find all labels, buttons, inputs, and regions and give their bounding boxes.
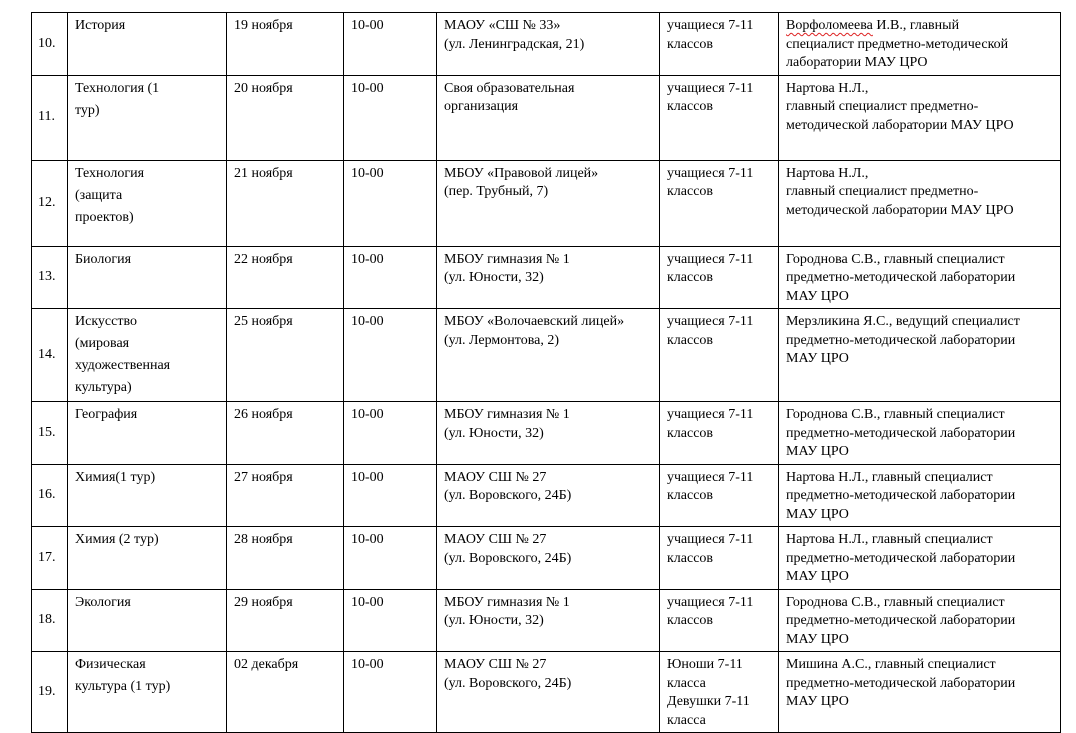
time-text: 10-00 (351, 407, 384, 422)
row-number (32, 309, 68, 402)
participants-line: классов (667, 425, 714, 441)
date-cell (227, 13, 344, 76)
subject-cell (68, 75, 227, 160)
time-cell (344, 652, 437, 733)
venue-cell (437, 402, 660, 465)
responsible-line: МАУ ЦРО (786, 631, 849, 647)
time-text: 10-00 (351, 165, 384, 181)
table-row (32, 402, 1061, 465)
participants-line: учащиеся 7-11 (667, 594, 754, 610)
row-number (32, 527, 68, 590)
responsible-line: специалист предметно-методической (786, 36, 1009, 52)
spellcheck-flagged-word: Ворфоломеева (786, 18, 873, 33)
participants-line: классов (667, 99, 714, 114)
responsible-cell (779, 75, 1061, 160)
participants-line: класса (667, 675, 706, 691)
row-number (32, 160, 68, 246)
participants-line: классов (667, 332, 714, 348)
olympiad-schedule-table (31, 12, 1061, 733)
time-text: 10-00 (351, 80, 384, 96)
participants-line: учащиеся 7-11 (667, 532, 754, 547)
date-cell (227, 246, 344, 309)
date-cell (227, 75, 344, 160)
date-text: 29 ноября (234, 594, 293, 610)
subject-line: Химия(1 тур) (75, 469, 156, 485)
subject-line: проектов) (75, 209, 134, 225)
date-cell (227, 589, 344, 652)
venue-line: МБОУ гимназия № 1 (444, 407, 570, 422)
responsible-cell (779, 589, 1061, 652)
row-number-text: 17. (38, 549, 56, 565)
venue-cell (437, 464, 660, 527)
row-number (32, 75, 68, 160)
subject-cell (68, 13, 227, 76)
responsible-line: Городнова С.В., главный специалист (786, 251, 1005, 267)
date-text: 19 ноября (234, 18, 293, 33)
subject-line: Экология (75, 594, 131, 610)
schedule-body (32, 13, 1061, 733)
subject-cell (68, 464, 227, 527)
date-cell (227, 527, 344, 590)
row-number-text: 16. (38, 487, 56, 502)
participants-cell (660, 309, 779, 402)
date-text: 28 ноября (234, 532, 293, 547)
venue-cell (437, 527, 660, 590)
participants-line: учащиеся 7-11 (667, 80, 754, 96)
participants-line: классов (667, 613, 714, 628)
responsible-line: предметно-методической лаборатории (786, 332, 1016, 348)
venue-line: МАОУ СШ № 27 (444, 657, 547, 672)
venue-cell (437, 75, 660, 160)
subject-cell (68, 652, 227, 733)
participants-line: классов (667, 488, 714, 503)
responsible-line: МАУ ЦРО (786, 351, 849, 366)
venue-line: (ул. Ленинградская, 21) (444, 36, 585, 52)
participants-line: учащиеся 7-11 (667, 314, 754, 329)
time-cell (344, 160, 437, 246)
responsible-line: МАУ ЦРО (786, 444, 849, 459)
responsible-cell (779, 527, 1061, 590)
row-number (32, 13, 68, 76)
participants-cell (660, 246, 779, 309)
responsible-line: Нартова Н.Л., (786, 165, 869, 181)
subject-line: Технология (1 (75, 80, 160, 96)
venue-cell (437, 160, 660, 246)
time-text: 10-00 (351, 251, 384, 267)
time-text: 10-00 (351, 314, 384, 329)
responsible-line: предметно-методической лаборатории (786, 613, 1016, 628)
participants-cell (660, 652, 779, 733)
subject-line: художественная (75, 358, 171, 373)
responsible-line: Мерзликина Я.С., ведущий специалист (786, 314, 1020, 329)
responsible-line: Мишина А.С., главный специалист (786, 657, 996, 672)
responsible-line: лаборатории МАУ ЦРО (786, 55, 928, 70)
subject-line: (защита (75, 187, 123, 203)
participants-line: классов (667, 270, 714, 285)
subject-line: Физическая (75, 657, 146, 672)
row-number (32, 464, 68, 527)
subject-line: Искусство (75, 314, 137, 329)
venue-line: (ул. Воровского, 24Б) (444, 550, 572, 566)
date-cell (227, 402, 344, 465)
venue-cell (437, 589, 660, 652)
responsible-cell (779, 402, 1061, 465)
time-cell (344, 464, 437, 527)
row-number-text: 13. (38, 269, 56, 284)
row-number-text: 14. (38, 346, 56, 362)
venue-line: организация (444, 99, 519, 114)
responsible-line: предметно-методической лаборатории (786, 675, 1016, 691)
responsible-line: МАУ ЦРО (786, 288, 849, 304)
row-number-text: 18. (38, 612, 56, 627)
date-text: 22 ноября (234, 251, 293, 267)
venue-line: (ул. Лермонтова, 2) (444, 332, 560, 348)
responsible-line: предметно-методической лаборатории (786, 488, 1016, 503)
time-text: 10-00 (351, 594, 384, 610)
date-text: 27 ноября (234, 469, 293, 485)
participants-line: Девушки 7-11 (667, 694, 750, 709)
row-number (32, 246, 68, 309)
participants-line: классов (667, 36, 714, 52)
time-text: 10-00 (351, 657, 384, 672)
venue-line: (ул. Юности, 32) (444, 613, 544, 628)
participants-line: класса (667, 712, 706, 728)
subject-cell (68, 246, 227, 309)
responsible-line: методической лаборатории МАУ ЦРО (786, 202, 1014, 218)
time-cell (344, 75, 437, 160)
participants-line: учащиеся 7-11 (667, 165, 754, 181)
table-row (32, 160, 1061, 246)
row-number-text: 15. (38, 424, 56, 440)
venue-cell (437, 246, 660, 309)
responsible-cell (779, 464, 1061, 527)
row-number-text: 10. (38, 35, 56, 51)
participants-cell (660, 589, 779, 652)
time-cell (344, 246, 437, 309)
subject-line: География (75, 407, 138, 422)
table-row (32, 464, 1061, 527)
responsible-line: Нартова Н.Л., главный специалист (786, 469, 993, 485)
responsible-line: МАУ ЦРО (786, 694, 849, 709)
subject-cell (68, 527, 227, 590)
venue-line: МБОУ «Волочаевский лицей» (444, 314, 625, 329)
participants-line: классов (667, 184, 714, 199)
subject-line: культура (1 тур) (75, 679, 171, 694)
table-row (32, 309, 1061, 402)
venue-cell (437, 309, 660, 402)
participants-cell (660, 160, 779, 246)
participants-line: учащиеся 7-11 (667, 18, 754, 33)
time-text: 10-00 (351, 18, 384, 33)
time-cell (344, 527, 437, 590)
participants-line: учащиеся 7-11 (667, 251, 754, 267)
venue-line: МБОУ гимназия № 1 (444, 251, 570, 267)
participants-cell (660, 464, 779, 527)
responsible-line: МАУ ЦРО (786, 506, 849, 522)
date-cell (227, 652, 344, 733)
responsible-line: главный специалист предметно- (786, 99, 979, 114)
venue-cell (437, 13, 660, 76)
responsible-line: Городнова С.В., главный специалист (786, 594, 1005, 610)
participants-line: учащиеся 7-11 (667, 407, 754, 422)
subject-line: (мировая (75, 336, 130, 351)
responsible-line: предметно-методической лаборатории (786, 425, 1016, 441)
date-text: 21 ноября (234, 165, 293, 181)
venue-line: МАОУ СШ № 27 (444, 469, 547, 485)
time-cell (344, 402, 437, 465)
responsible-cell (779, 652, 1061, 733)
subject-line: культура) (75, 380, 132, 395)
date-text: 02 декабря (234, 657, 299, 672)
subject-cell (68, 589, 227, 652)
venue-line: МБОУ «Правовой лицей» (444, 165, 599, 181)
venue-line: (ул. Юности, 32) (444, 270, 544, 285)
table-row (32, 589, 1061, 652)
table-row (32, 75, 1061, 160)
responsible-line: главный специалист предметно- (786, 184, 979, 199)
time-text: 10-00 (351, 532, 384, 547)
subject-cell (68, 160, 227, 246)
table-row (32, 13, 1061, 76)
responsible-cell (779, 309, 1061, 402)
participants-cell (660, 527, 779, 590)
venue-line: МБОУ гимназия № 1 (444, 594, 570, 610)
venue-cell (437, 652, 660, 733)
responsible-cell (779, 13, 1061, 76)
date-text: 26 ноября (234, 407, 293, 422)
table-row (32, 652, 1061, 733)
venue-line: (ул. Воровского, 24Б) (444, 488, 572, 503)
subject-line: Химия (2 тур) (75, 532, 159, 547)
time-cell (344, 309, 437, 402)
date-text: 20 ноября (234, 80, 293, 96)
subject-cell (68, 309, 227, 402)
time-cell (344, 13, 437, 76)
participants-cell (660, 402, 779, 465)
date-cell (227, 309, 344, 402)
responsible-cell (779, 160, 1061, 246)
table-row (32, 527, 1061, 590)
row-number (32, 652, 68, 733)
venue-line: (ул. Воровского, 24Б) (444, 675, 572, 691)
responsible-line: Городнова С.В., главный специалист (786, 407, 1005, 422)
table-row (32, 246, 1061, 309)
responsible-text: И.В., главный (872, 18, 960, 33)
date-cell (227, 160, 344, 246)
responsible-line: методической лаборатории МАУ ЦРО (786, 117, 1014, 133)
responsible-line (786, 17, 1054, 36)
subject-line: тур) (75, 102, 100, 118)
subject-line: Биология (75, 251, 132, 267)
venue-line: Своя образовательная (444, 80, 575, 96)
responsible-line: МАУ ЦРО (786, 569, 849, 584)
participants-line: классов (667, 550, 714, 566)
venue-line: МАОУ СШ № 27 (444, 532, 547, 547)
venue-line: (ул. Юности, 32) (444, 425, 544, 441)
subject-line: История (75, 18, 126, 33)
responsible-line: предметно-методической лаборатории (786, 270, 1016, 285)
date-cell (227, 464, 344, 527)
time-cell (344, 589, 437, 652)
responsible-cell (779, 246, 1061, 309)
subject-cell (68, 402, 227, 465)
participants-cell (660, 13, 779, 76)
time-text: 10-00 (351, 469, 384, 485)
row-number (32, 402, 68, 465)
responsible-line: Нартова Н.Л., (786, 80, 869, 96)
participants-cell (660, 75, 779, 160)
subject-line: Технология (75, 165, 145, 181)
row-number-text: 12. (38, 194, 56, 210)
row-number-text: 11. (38, 109, 55, 125)
row-number-text: 19. (38, 683, 56, 699)
row-number (32, 589, 68, 652)
venue-line: (пер. Трубный, 7) (444, 184, 549, 199)
date-text: 25 ноября (234, 314, 293, 329)
participants-line: Юноши 7-11 (667, 657, 743, 672)
venue-line: МАОУ «СШ № 33» (444, 18, 561, 33)
responsible-line: Нартова Н.Л., главный специалист (786, 532, 993, 547)
participants-line: учащиеся 7-11 (667, 469, 754, 485)
responsible-line: предметно-методической лаборатории (786, 550, 1016, 566)
